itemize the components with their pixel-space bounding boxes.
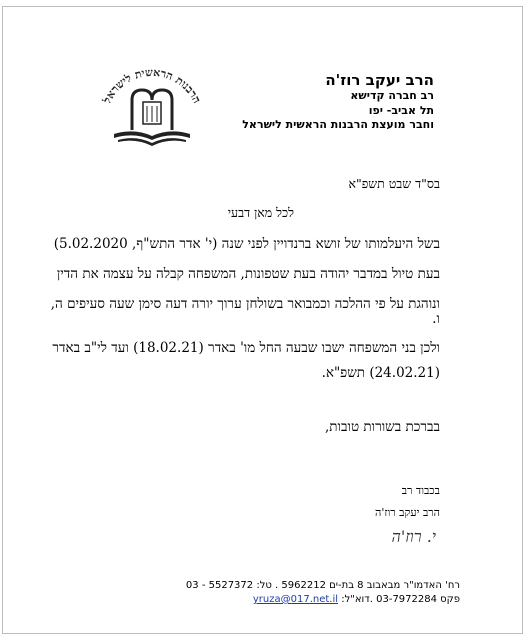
letterhead-name: הרב יעקב רוז'ה — [325, 71, 434, 89]
logo-book-icon — [114, 131, 190, 146]
paragraph-line-3b: ו. — [432, 311, 440, 327]
paragraph-line-1: בשל היעלמותו של זושא ברנדויין לפני שנה (י' אדר התש"ף, 5.02.2020) — [53, 236, 440, 252]
logo-arc-text: הרבנות הראשית לישראל — [100, 65, 204, 106]
paragraph-line-4: ולכן בני המשפחה ישבו שבעה החל מו' באדר (18.02.21) ועד לי"ב באדר — [52, 340, 440, 356]
letterhead-city: תל אביב- יפו — [368, 104, 434, 117]
paragraph-line-3: ונוהגת על פי ההלכה וכמבואר בשולחן ערוך יורה דעה סימן שעה סעיפים ה, — [50, 296, 440, 312]
letterhead-council: וחבר מועצת הרבנות הראשית לישראל — [242, 118, 434, 131]
paragraph-line-2: בעת טיול במדבר יהודה בעת שטפונות, המשפחה קבלה על עצמה את הדין — [56, 266, 440, 282]
closing: בכבוד רב — [401, 484, 440, 497]
footer-email-link[interactable]: yruza@017.net.il — [252, 594, 339, 605]
footer-address: רח' האדמו"ר מבאבוב 8 בת-ים 5962212 . טל: 5527372 - 03 — [185, 580, 460, 591]
blessing: בברכת בשורות טובות, — [325, 419, 440, 435]
paragraph-line-5: (24.02.21) תשפ"א. — [321, 365, 440, 381]
letterhead-title: רב חברה קדישא — [350, 89, 434, 102]
salutation: לכל מאן דבעי — [227, 205, 294, 220]
signer-name: הרב יעקב רוז'ה — [375, 506, 440, 519]
footer-contact — [124, 594, 460, 605]
handwritten-signature: י. רוז'ה — [391, 527, 436, 546]
date-line: בס"ד שבט תשפ"א — [348, 176, 440, 191]
footer-fax: פקס 03-7972284 .דוא"ל: — [341, 594, 460, 605]
